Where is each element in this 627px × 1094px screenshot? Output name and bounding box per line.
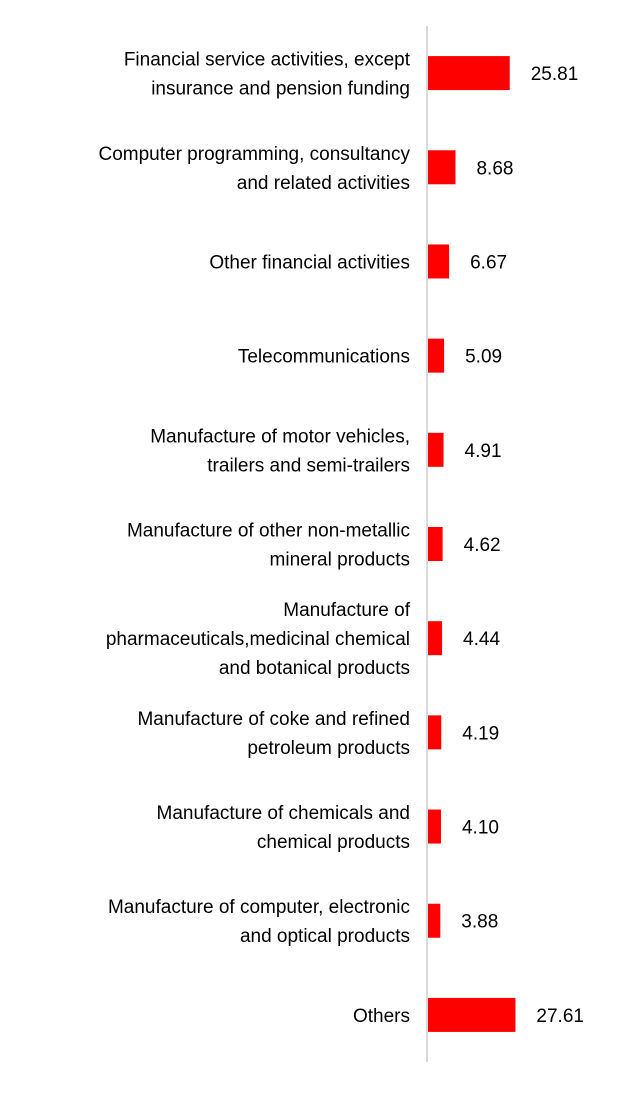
bar: [428, 56, 510, 90]
bar: [428, 339, 444, 373]
category-label-line: insurance and pension funding: [151, 78, 410, 100]
category-label: [127, 521, 410, 571]
bar: [428, 715, 441, 749]
category-label-line: and optical products: [239, 926, 410, 948]
bar-value-label: 27.61: [536, 1005, 584, 1027]
category-label-line: Manufacture of: [283, 600, 410, 622]
category-label: [124, 50, 411, 100]
category-label: [108, 897, 410, 947]
bar: [428, 527, 443, 561]
category-label-line: petroleum products: [247, 737, 410, 759]
category-label-line: pharmaceuticals,medicinal chemical: [105, 629, 410, 651]
bar: [428, 433, 444, 467]
category-label: [353, 1006, 410, 1027]
bar-value-label: 4.44: [463, 629, 501, 651]
bar-value-label: 4.19: [462, 723, 500, 745]
bar-value-label: 6.67: [470, 252, 508, 274]
bar: [428, 998, 515, 1032]
category-label-line: Computer programming, consultancy: [98, 143, 410, 165]
category-label: [150, 426, 410, 476]
bar-value-label: 4.91: [464, 440, 502, 462]
category-label: [137, 709, 410, 759]
category-label: [209, 252, 410, 273]
category-label-line: Telecommunications: [237, 346, 410, 368]
bar: [428, 244, 449, 278]
category-label: [98, 144, 410, 194]
category-label-line: trailers and semi-trailers: [207, 455, 410, 477]
category-label-line: Manufacture of chemicals and: [156, 803, 410, 825]
value-labels-group: [461, 64, 584, 1027]
category-label-line: Manufacture of other non-metallic: [126, 520, 410, 542]
bar-value-label: 4.10: [461, 817, 499, 839]
bar-value-label: 5.09: [465, 346, 503, 368]
bar: [428, 810, 441, 844]
category-label-line: mineral products: [269, 549, 410, 571]
category-label-line: Other financial activities: [209, 252, 410, 274]
category-label-line: Financial service activities, except: [123, 49, 410, 71]
category-label-line: and botanical products: [218, 658, 410, 680]
category-labels-group: [98, 50, 410, 1027]
category-label-line: Manufacture of computer, electronic: [107, 897, 410, 919]
category-label: [106, 600, 411, 679]
category-label: [157, 803, 410, 853]
category-label: [238, 347, 410, 368]
bar-value-label: 4.62: [463, 535, 501, 556]
category-label-line: and related activities: [236, 172, 410, 194]
bar: [428, 150, 455, 184]
category-label-line: Manufacture of motor vehicles,: [150, 426, 410, 448]
bar-value-label: 3.88: [461, 911, 499, 933]
category-label-line: Others: [352, 1005, 410, 1027]
category-label-line: chemical products: [256, 832, 410, 854]
category-label-line: Manufacture of coke and refined: [137, 708, 410, 730]
bar: [428, 621, 442, 655]
bar-value-label: 8.68: [476, 158, 514, 180]
bar: [428, 904, 440, 938]
bar-value-label: 25.81: [530, 64, 579, 86]
